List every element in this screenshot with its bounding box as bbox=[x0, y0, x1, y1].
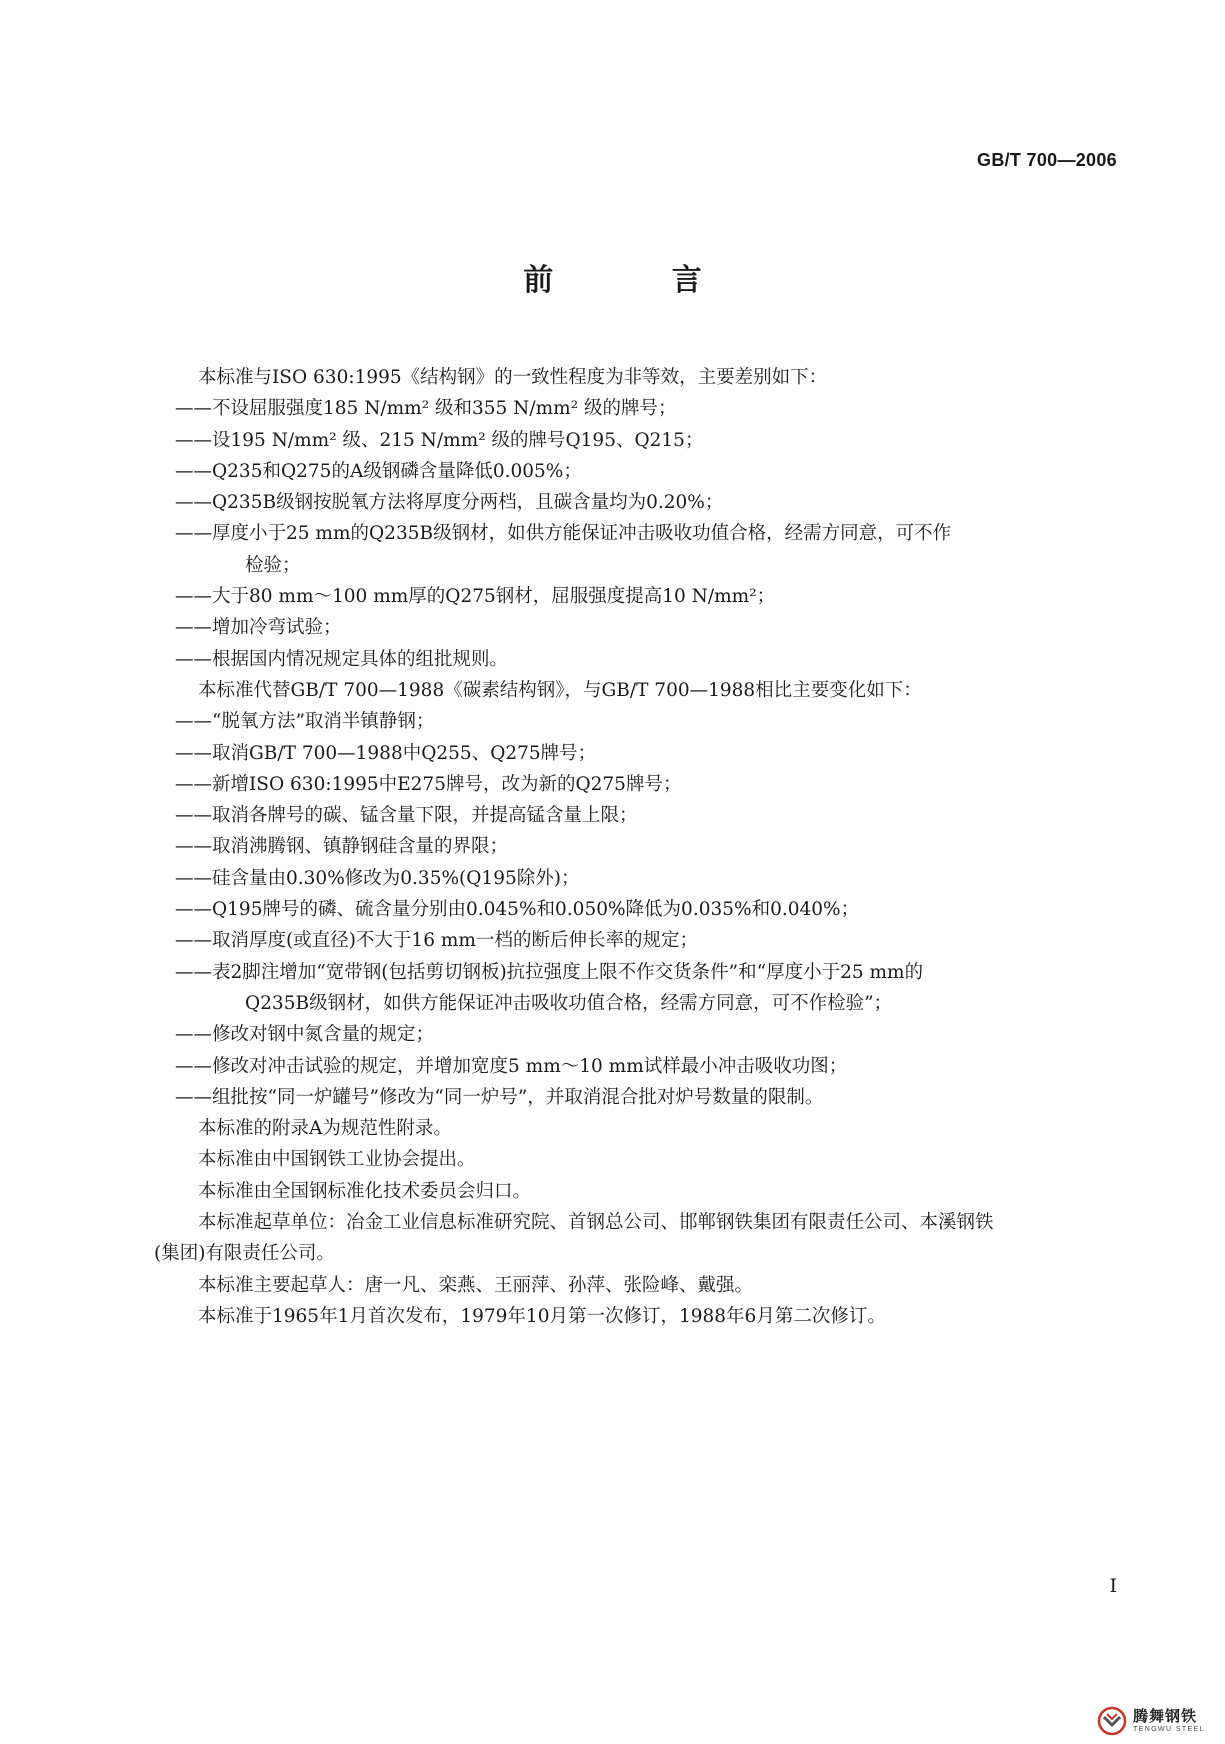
watermark-logo bbox=[1097, 1706, 1205, 1736]
list-item: ——取消各牌号的碳、锰含量下限，并提高锰含量上限； bbox=[175, 805, 638, 827]
list-item: ——表2脚注增加“宽带钢(包括剪切钢板)抗拉强度上限不作交货条件”和“厚度小于25 mm的 bbox=[175, 961, 924, 983]
list-item: ——“脱氧方法”取消半镇静钢； bbox=[175, 711, 435, 733]
paragraph: 本标准于1965年1月首次发布，1979年10月第一次修订，1988年6月第二次修订。 bbox=[198, 1305, 886, 1327]
paragraph: 本标准与ISO 630:1995《结构钢》的一致性程度为非等效，主要差别如下： bbox=[198, 367, 828, 388]
standard-code: GB/T 700—2006 bbox=[977, 150, 1117, 170]
list-item: ——硅含量由0.30%修改为0.35%(Q195除外)； bbox=[175, 867, 580, 889]
paragraph: 本标准起草单位：冶金工业信息标准研究院、首钢总公司、邯郸钢铁集团有限责任公司、本溪钢铁 bbox=[198, 1212, 994, 1234]
list-item: ——组批按“同一炉罐号”修改为“同一炉号”，并取消混合批对炉号数量的限制。 bbox=[175, 1086, 824, 1108]
list-item: ——根据国内情况规定具体的组批规则。 bbox=[175, 648, 509, 670]
foreword-body bbox=[154, 362, 1115, 1332]
list-item-continuation: Q235B级钢材，如供方能保证冲击吸收功值合格，经需方同意，可不作检验”； bbox=[245, 992, 893, 1014]
logo-cn-text: 腾舞钢铁 bbox=[1132, 1707, 1197, 1725]
paragraph: 本标准由全国钢标准化技术委员会归口。 bbox=[198, 1180, 532, 1202]
list-item: ——不设屈服强度185 N/mm² 级和355 N/mm² 级的牌号； bbox=[175, 398, 677, 420]
list-item: ——修改对钢中氮含量的规定； bbox=[175, 1024, 435, 1046]
list-item: ——修改对冲击试验的规定，并增加宽度5 mm～10 mm试样最小冲击吸收功图； bbox=[175, 1055, 848, 1077]
list-item: ——取消GB/T 700—1988中Q255、Q275牌号； bbox=[175, 742, 597, 764]
logo-text bbox=[1133, 1709, 1205, 1733]
tengwu-logo-icon bbox=[1097, 1706, 1127, 1736]
logo-en-text: TENGWU STEEL bbox=[1132, 1726, 1205, 1733]
list-item: ——取消厚度(或直径)不大于16 mm一档的断后伸长率的规定； bbox=[175, 930, 698, 952]
paragraph: 本标准由中国钢铁工业协会提出。 bbox=[198, 1149, 476, 1171]
list-item: ——新增ISO 630:1995中E275牌号，改为新的Q275牌号； bbox=[175, 773, 682, 795]
list-item: ——取消沸腾钢、镇静钢硅含量的界限； bbox=[175, 836, 509, 858]
paragraph: 本标准代替GB/T 700—1988《碳素结构钢》，与GB/T 700—1988相比主要变化如下： bbox=[198, 679, 922, 701]
paragraph: 本标准主要起草人：唐一凡、栾燕、王丽萍、孙萍、张险峰、戴强。 bbox=[198, 1274, 754, 1296]
list-item-continuation: 检验； bbox=[245, 554, 301, 576]
list-item: ——Q195牌号的磷、硫含量分别由0.045%和0.050%降低为0.035%和0.040%； bbox=[175, 899, 860, 921]
page-title: 前 言 bbox=[523, 263, 756, 298]
list-item: ——设195 N/mm² 级、215 N/mm² 级的牌号Q195、Q215； bbox=[175, 429, 704, 451]
list-item: ——厚度小于25 mm的Q235B级钢材，如供方能保证冲击吸收功值合格，经需方同意，可不作 bbox=[175, 523, 952, 545]
list-item: ——Q235B级钢按脱氧方法将厚度分两档，且碳含量均为0.20%； bbox=[175, 492, 724, 514]
list-item: ——Q235和Q275的A级钢磷含量降低0.005%； bbox=[175, 460, 582, 482]
paragraph: 本标准的附录A为规范性附录。 bbox=[198, 1118, 452, 1140]
page-number: I bbox=[1109, 1575, 1117, 1597]
paragraph-continuation: (集团)有限责任公司。 bbox=[154, 1243, 335, 1265]
list-item: ——大于80 mm～100 mm厚的Q275钢材，屈服强度提高10 N/mm²； bbox=[175, 586, 776, 608]
list-item: ——增加冷弯试验； bbox=[175, 617, 342, 639]
